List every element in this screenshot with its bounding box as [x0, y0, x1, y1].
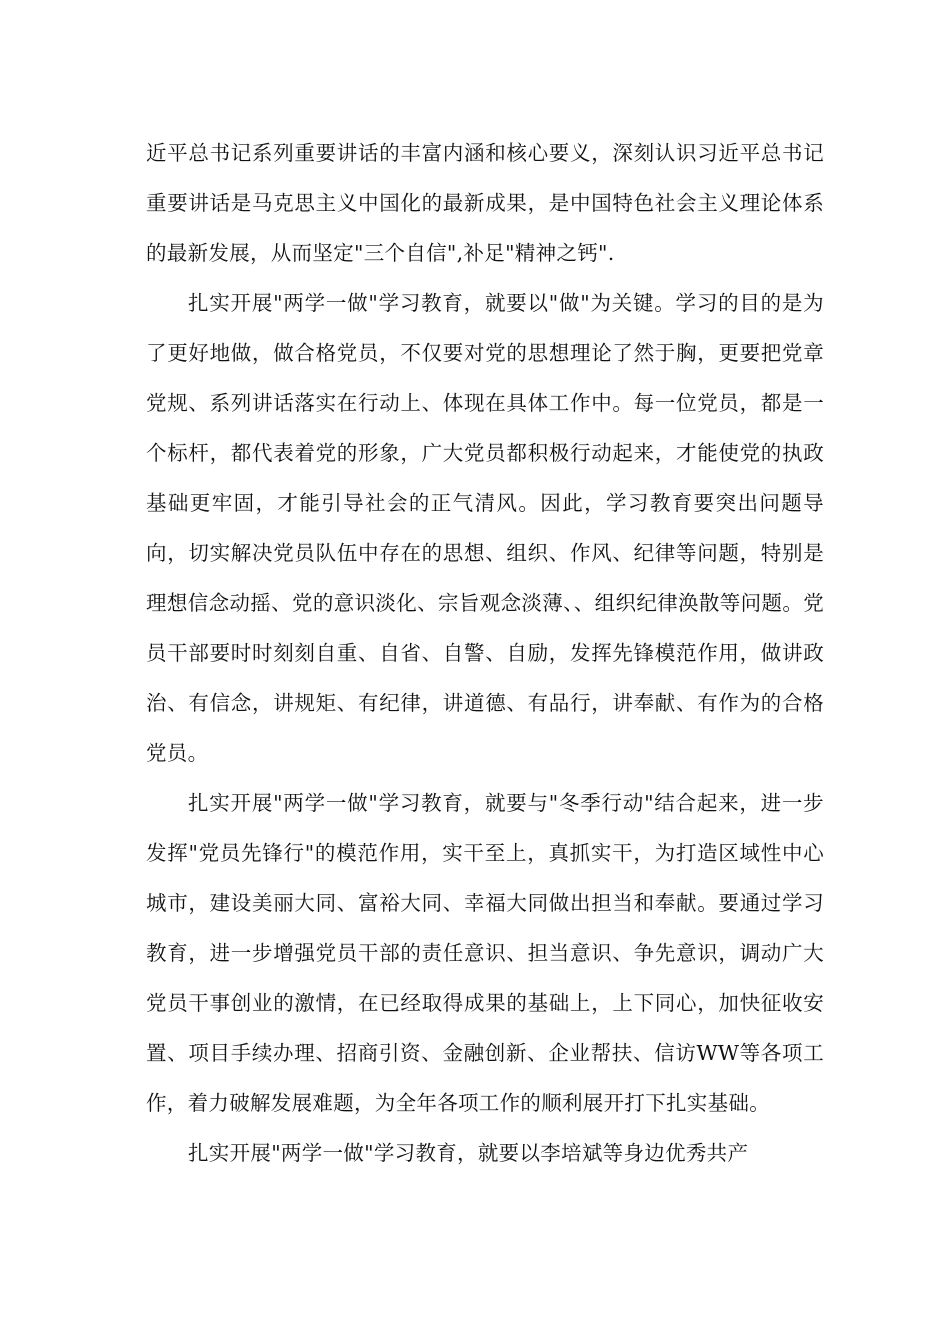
paragraph-3: 扎实开展"两学一做"学习教育，就要与"冬季行动"结合起来，进一步发挥"党员先锋行"的模范作用，实干至上，真抓实干，为打造区域性中心城市，建设美丽大同、富裕大同、幸福大同做出担当和奉献。要通过学习教育，进一步增强党员干部的责任意识、担当意识、争先意识，调动广大党员干事创业的激情，在已经取得成果的基础上，上下同心，加快征收安置、项目手续办理、招商引资、金融创新、企业帮扶、信访WW等各项工作，着力破解发展难题，为全年各项工作的顺利展开打下扎实基础。	[146, 791, 824, 1115]
paragraph-4: 扎实开展"两学一做"学习教育，就要以李培斌等身边优秀共产	[188, 1141, 749, 1165]
document-body	[146, 128, 824, 1178]
paragraph-1: 近平总书记系列重要讲话的丰富内涵和核心要义，深刻认识习近平总书记重要讲话是马克思主义中国化的最新成果，是中国特色社会主义理论体系的最新发展，从而坚定"三个自信",补足"精神之钙".	[146, 141, 824, 265]
paragraph-2: 扎实开展"两学一做"学习教育，就要以"做"为关键。学习的目的是为了更好地做，做合格党员，不仅要对党的思想理论了然于胸，更要把党章党规、系列讲话落实在行动上、体现在具体工作中。每一位党员，都是一个标杆，都代表着党的形象，广大党员都积极行动起来，才能使党的执政基础更牢固，才能引导社会的正气清风。因此，学习教育要突出问题导向，切实解决党员队伍中存在的思想、组织、作风、纪律等问题，特别是理想信念动摇、党的意识淡化、宗旨观念淡薄、、组织纪律涣散等问题。党员干部要时时刻刻自重、自省、自警、自励，发挥先锋模范作用，做讲政治、有信念，讲规矩、有纪律，讲道德、有品行，讲奉献、有作为的合格党员。	[146, 291, 824, 765]
